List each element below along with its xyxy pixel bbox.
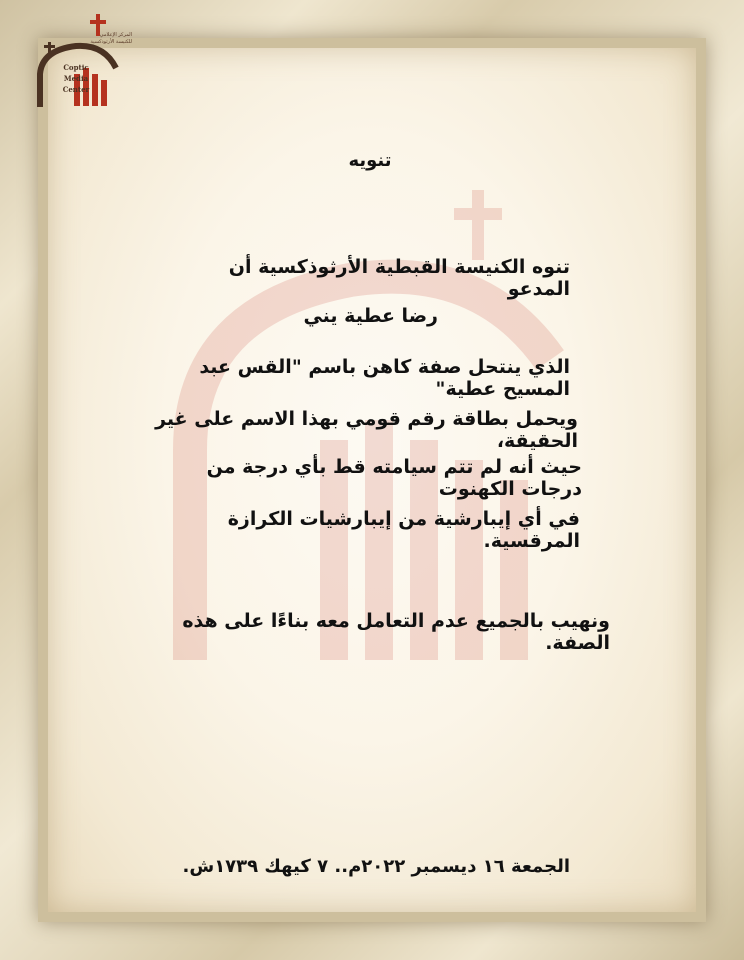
notice-line-5: حيث أنه لم تتم سيامته قط بأي درجة من درجات الكهنوت xyxy=(206,456,582,500)
logo-arabic-text xyxy=(60,32,132,46)
notice-line-3: الذي ينتحل صفة كاهن باسم "القس عبد المسيح عطية" xyxy=(199,356,570,400)
logo-arabic-line-2: للكنيسة الأرثوذكسية xyxy=(90,39,132,45)
notice-line-1: تنوه الكنيسة القبطية الأرثوذكسية أن المدعو xyxy=(228,256,570,300)
logo-latin-line-2: Media xyxy=(63,74,89,83)
notice-date: الجمعة ١٦ ديسمبر ٢٠٢٢م.. ٧ كيهك ١٧٣٩ش. xyxy=(182,856,570,877)
logo-latin-line-1: Coptic xyxy=(63,63,89,72)
notice-line-6: في أي إيبارشية من إيبارشيات الكرازة المرقسية. xyxy=(227,508,580,552)
coptic-media-center-logo xyxy=(26,12,132,112)
notice-line-2: رضا عطية يني xyxy=(303,305,438,327)
notice-line-7: ونهيب بالجميع عدم التعامل معه بناءًا على هذه الصفة. xyxy=(182,610,610,654)
logo-latin-line-3: Center xyxy=(62,85,90,94)
notice-title: تنويه xyxy=(348,150,392,171)
notice-line-4: ويحمل بطاقة رقم قومي بهذا الاسم على غير الحقيقة، xyxy=(155,408,578,452)
logo-arabic-line-1: المركز الإعلامي xyxy=(99,32,132,38)
logo-latin-text xyxy=(56,62,96,95)
